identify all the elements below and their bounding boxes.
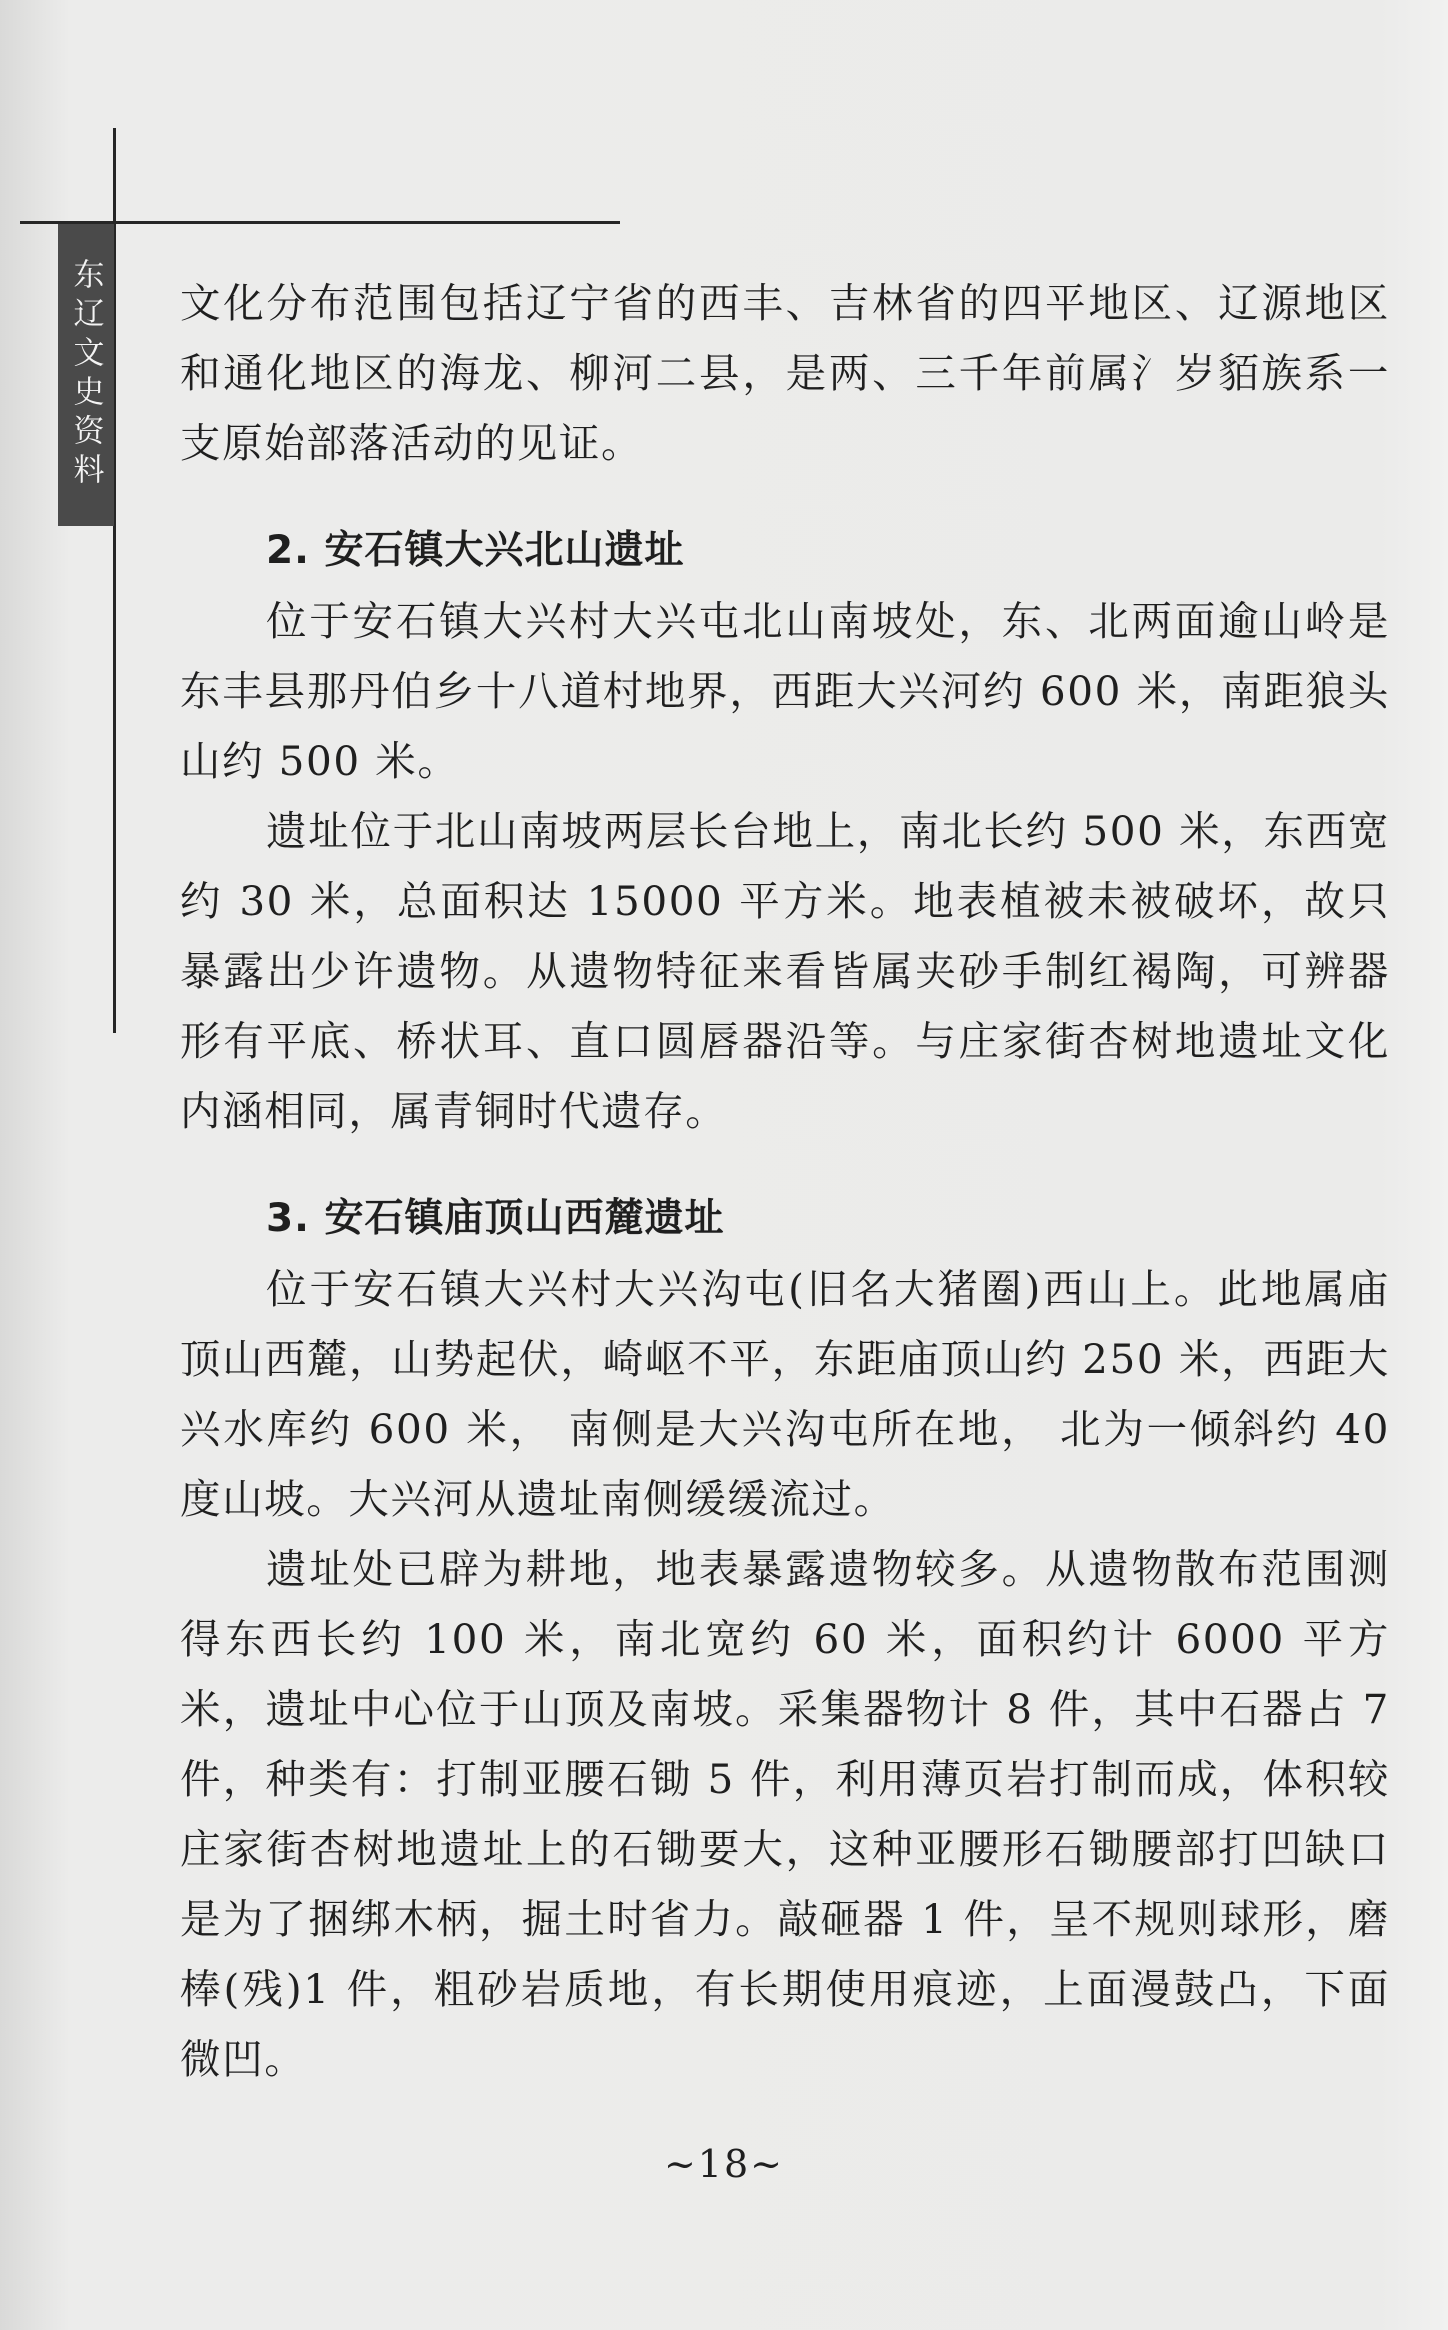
section-3-paragraph-2: 遗址处已辟为耕地，地表暴露遗物较多。从遗物散布范围测得东西长约 100 米，南北宽约 60 米，面积约计 6000 平方米，遗址中心位于山顶及南坡。采集器物计 8 件，其中石器占 7 件，种类有：打制亚腰石锄 5 件，利用薄页岩打制而成，体积较庄家街杏树地遗址上的石锄要大，这种亚腰形石锄腰部打凹缺口是为了捆绑木柄，掘土时省力。敲砸器 1 件，呈不规则球形，磨棒(残)1 件，粗砂岩质地，有长期使用痕迹，上面漫鼓凸，下面微凹。 xyxy=(180,1545,1391,2083)
side-tab-label: 东辽文史资料 xyxy=(67,258,104,492)
section-2-paragraph-2: 遗址位于北山南坡两层长台地上，南北长约 500 米，东西宽约 30 米，总面积达 15000 平方米。地表植被未被破坏，故只暴露出少许遗物。从遗物特征来看皆属夹砂手制红褐陶，可辨器形有平底、桥状耳、直口圆唇器沿等。与庄家街杏树地遗址文化内涵相同，属青铜时代遗存。 xyxy=(180,807,1390,1135)
page-number: ~18~ xyxy=(663,2142,785,2186)
main-text xyxy=(180,268,1390,2094)
section-3-heading: 3. 安石镇庙顶山西麓遗址 xyxy=(266,1196,725,1241)
paragraph-continued: 文化分布范围包括辽宁省的西丰、吉林省的四平地区、辽源地区和通化地区的海龙、柳河二县，是两、三千年前属氵岁貊族系一支原始部落活动的见证。 xyxy=(180,279,1390,467)
section-2-paragraph-1: 位于安石镇大兴村大兴屯北山南坡处，东、北两面逾山岭是东丰县那丹伯乡十八道村地界，西距大兴河约 600 米，南距狼头山约 500 米。 xyxy=(180,597,1390,785)
side-tab xyxy=(58,224,114,526)
section-2-heading: 2. 安石镇大兴北山遗址 xyxy=(266,528,685,573)
section-3-paragraph-1: 位于安石镇大兴村大兴沟屯(旧名大猪圈)西山上。此地属庙顶山西麓，山势起伏，崎岖不平，东距庙顶山约 250 米，西距大兴水库约 600 米， 南侧是大兴沟屯所在地， 北为一倾斜约 40 度山坡。大兴河从遗址南侧缓缓流过。 xyxy=(180,1265,1390,1523)
